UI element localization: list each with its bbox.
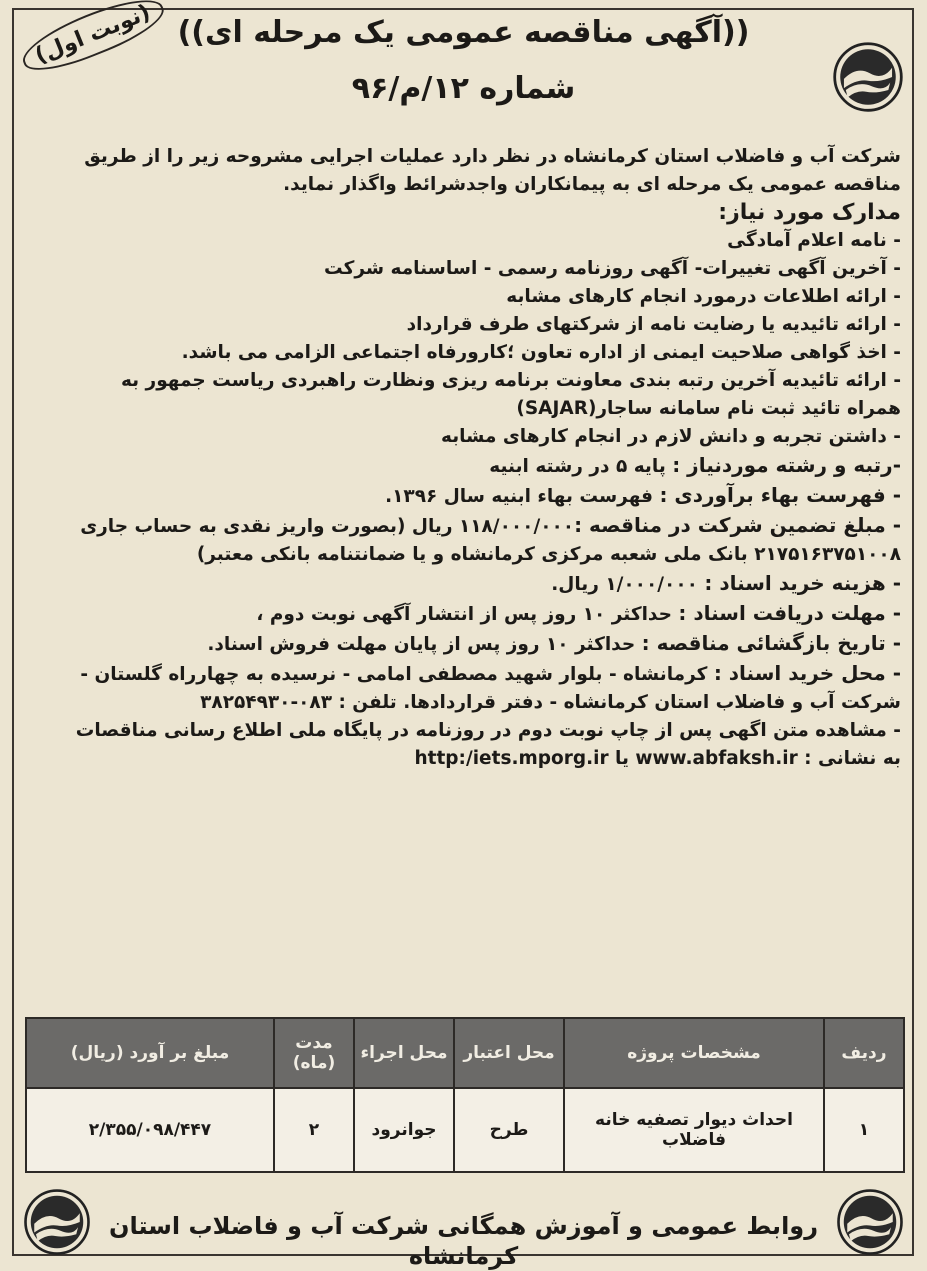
- column-header: مشخصات پروژه: [564, 1018, 824, 1088]
- document-cost-label: - هزینه خرید اسناد :: [704, 571, 901, 595]
- doc-item: - اخذ گواهی صلاحیت ایمنی از اداره تعاون ؛کارورفاه اجتماعی الزامی می باشد.: [181, 342, 901, 363]
- price-list-label: - فهرست بهاء برآوردی :: [659, 483, 901, 507]
- opening-date-value: حداکثر ۱۰ روز پس از پایان مهلت فروش اسناد.: [207, 634, 642, 655]
- purchase-place-line-continued: شرکت آب و فاضلاب استان کرمانشاه - دفتر قراردادها. تلفن : ۰۸۳-۳۸۲۵۴۹۳۰: [200, 692, 901, 713]
- guarantee-line: [26, 511, 901, 541]
- doc-item: - ارائه اطلاعات درمورد انجام کارهای مشابه: [506, 286, 901, 307]
- deadline-value: حداکثر ۱۰ روز پس از انتشار آگهی نوبت دوم ،: [256, 604, 679, 625]
- website-link[interactable]: http:/iets.mporg.ir: [414, 748, 609, 769]
- table-cell: احداث دیوار تصفیه خانه فاضلاب: [564, 1088, 824, 1172]
- table-cell: طرح: [454, 1088, 564, 1172]
- rank-value: پایه ۵ در رشته ابنیه: [489, 456, 673, 477]
- table-row: [26, 1088, 904, 1172]
- notice-number: شماره ۱۲/م/۹۶: [351, 71, 576, 106]
- opening-date-label: - تاریخ بازگشائی مناقصه :: [641, 631, 901, 655]
- footer-public-relations: روابط عمومی و آموزش همگانی شرکت آب و فاضلاب استان کرمانشاه: [108, 1212, 819, 1270]
- price-list-value: فهرست بهاء ابنیه سال ۱۳۹۶.: [385, 486, 660, 507]
- opening-date-line: [26, 629, 901, 659]
- project-table: [25, 1017, 905, 1173]
- intro-line: شرکت آب و فاضلاب استان کرمانشاه در نظر دارد عملیات اجرایی مشروحه زیر را از طریق: [84, 146, 901, 167]
- view-notice-line: - مشاهده متن اگهی پس از چاپ نوبت دوم در روزنامه در پایگاه ملی اطلاع رسانی مناقصات: [75, 720, 901, 741]
- doc-item-continued: همراه تائید ثبت نام سامانه ساجار(SAJAR): [516, 398, 901, 419]
- column-header: مدت (ماه): [274, 1018, 354, 1088]
- doc-item: - ارائه تائیدیه آخرین رتبه بندی معاونت برنامه ریزی ونظارت راهبردی ریاست جمهور به: [120, 370, 901, 391]
- doc-item: - نامه اعلام آمادگی: [727, 230, 901, 251]
- guarantee-value: ۱۱۸/۰۰۰/۰۰۰ ریال (بصورت واریز نقدی به حساب جاری: [80, 516, 575, 537]
- required-docs-heading: مدارک مورد نیاز:: [718, 200, 901, 225]
- notice-title: ((آگهی مناقصه عمومی یک مرحله ای)): [177, 15, 750, 50]
- table-cell: جوانرود: [354, 1088, 454, 1172]
- websites-line: [26, 745, 901, 773]
- websites-prefix: به نشانی :: [797, 748, 901, 769]
- website-link[interactable]: www.abfaksh.ir: [635, 748, 798, 769]
- column-header: محل اعتبار: [454, 1018, 564, 1088]
- water-company-logo-icon: [831, 40, 905, 114]
- table-cell: ۲/۳۵۵/۰۹۸/۴۴۷: [26, 1088, 274, 1172]
- rank-label: -رتبه و رشته موردنیاز :: [672, 453, 901, 477]
- table-cell: ۱: [824, 1088, 904, 1172]
- first-publication-stamp: (نوبت اول): [16, 0, 170, 82]
- guarantee-line-continued: ۲۱۷۵۱۶۳۷۵۱۰۰۸ بانک ملی شعبه مرکزی کرمانشاه و یا ضمانتنامه بانکی معتبر): [196, 544, 901, 565]
- deadline-label: - مهلت دریافت اسناد :: [678, 601, 901, 625]
- table-cell: ۲: [274, 1088, 354, 1172]
- price-list-line: [26, 481, 901, 511]
- column-header: ردیف: [824, 1018, 904, 1088]
- document-cost-value: ۱/۰۰۰/۰۰۰ ریال.: [551, 574, 705, 595]
- column-header: مبلغ بر آورد (ریال): [26, 1018, 274, 1088]
- water-company-logo-icon: [22, 1187, 92, 1257]
- guarantee-label: - مبلغ تضمین شرکت در مناقصه :: [574, 513, 901, 537]
- websites-or: یا: [608, 748, 636, 769]
- document-cost-line: [26, 569, 901, 599]
- deadline-line: [26, 599, 901, 629]
- doc-item: - ارائه تائیدیه یا رضایت نامه از شرکتهای طرف قرارداد: [406, 314, 901, 335]
- purchase-place-line: [26, 659, 901, 689]
- rank-line: [26, 451, 901, 481]
- doc-item: - آخرین آگهی تغییرات- آگهی روزنامه رسمی - اساسنامه شرکت: [324, 258, 901, 279]
- table-header-row: [26, 1018, 904, 1088]
- water-company-logo-icon: [835, 1187, 905, 1257]
- intro-line: مناقصه عمومی یک مرحله ای به پیمانکاران واجدشرائط واگذار نماید.: [283, 174, 901, 195]
- purchase-place-label: - محل خرید اسناد :: [713, 661, 901, 685]
- doc-item: - داشتن تجربه و دانش لازم در انجام کارهای مشابه: [441, 426, 901, 447]
- column-header: محل اجراء: [354, 1018, 454, 1088]
- notice-body: [26, 143, 901, 773]
- purchase-place-value: کرمانشاه - بلوار شهید مصطفی امامی - نرسیده به چهارراه گلستان -: [80, 664, 714, 685]
